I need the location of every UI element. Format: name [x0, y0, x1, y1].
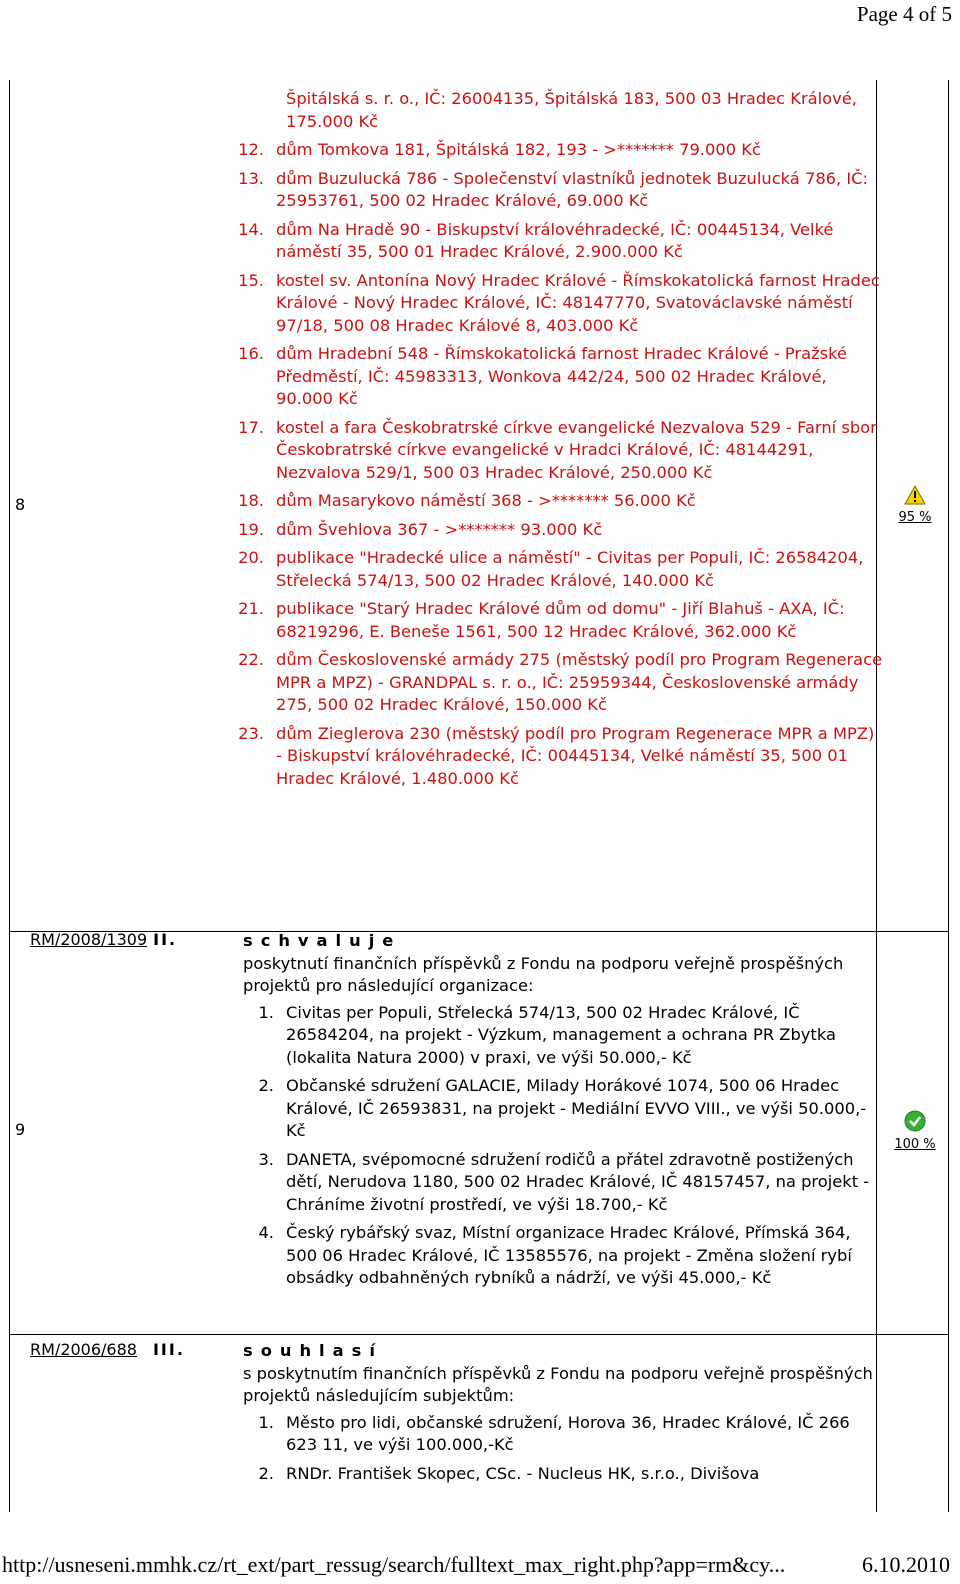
list-item [233, 519, 883, 542]
list-item [233, 168, 883, 213]
check-icon [904, 1110, 926, 1132]
list-item [233, 649, 883, 717]
item-text: publikace "Hradecké ulice a náměstí" - Civitas per Populi, IČ: 26584204, Střelecká 574/13, 500 02 Hradec Králové, 140.000 Kč [276, 548, 864, 590]
page-number: Page 4 of 5 [856, 2, 952, 26]
item-number: 12. [238, 140, 264, 159]
item-text: Český rybářský svaz, Místní organizace Hradec Králové, Přímská 364, 500 06 Hradec Králové, IČ 13585576, na projekt - Změna složení rybí obsádky odbahněných rybníků a nádrží, ve výši 45.000,- Kč [286, 1223, 852, 1287]
item-text: RNDr. František Skopec, CSc. - Nucleus HK, s.r.o., Divišova [286, 1463, 760, 1483]
list-item [233, 343, 883, 411]
print-date: 6.10.2010 [862, 1552, 950, 1577]
item-text: publikace "Starý Hradec Králové dům od domu" - Jiří Blahuš - AXA, IČ: 68219296, E. Beneše 1561, 500 12 Hradec Králové, 362.000 Kč [276, 599, 845, 641]
item-text: kostel a fara Českobratrské církve evangelické Nezvalova 529 - Farní sbor Českobratrské církve evangelické v Hradci Králové, IČ: 48144291, Nezvalova 529/1, 500 03 Hradec Králové, 250.000 Kč [276, 417, 877, 482]
item-number: 18. [238, 491, 264, 510]
list-item [243, 1075, 883, 1143]
list-item [233, 490, 883, 513]
item-text: dům Československé armády 275 (městský podíl pro Program Regenerace MPR a MPZ) - GRANDPAL s. r. o., IČ: 25959344, Československé armády 275, 500 02 Hradec Králové, 150.000 Kč [276, 650, 883, 714]
resolution-link[interactable]: RM/2006/688 [30, 1340, 137, 1359]
item-list [243, 1002, 883, 1290]
resolution-10-content [243, 1340, 883, 1491]
list-item [233, 723, 883, 791]
row-status [890, 485, 940, 525]
resolution-intro: s poskytnutím finančních příspěvků z Fondu na podporu veřejně prospěšných projektů následujícím subjektům: [243, 1363, 873, 1405]
list-item [233, 219, 883, 264]
item-number: 3. [258, 1149, 274, 1169]
item-text: Civitas per Populi, Střelecká 574/13, 500 02 Hradec Králové, IČ 26584204, na projekt - Výzkum, management a ochrana PR Zbytka (lokalita Natura 2000) v praxi, ve výši 50.000,- Kč [286, 1002, 836, 1067]
resolution-verb: schvaluje [243, 931, 402, 950]
resolution-verb: souhlasí [243, 1341, 383, 1360]
item-number: 14. [238, 219, 264, 239]
item-number: 13. [238, 168, 264, 188]
item-number: 1. [258, 1002, 274, 1022]
item-list [243, 1412, 883, 1486]
resolution-section: III. [152, 1340, 185, 1359]
list-item [233, 598, 883, 643]
resolution-9-content [243, 930, 883, 1296]
item-text: Občanské sdružení GALACIE, Milady Horákové 1074, 500 06 Hradec Králové, IČ 26593831, na projekt - Mediální EVVO VIII., ve výši 50.000,-Kč [286, 1076, 867, 1140]
item-text: dům Tomkova 181, Špitálská 182, 193 - >******* 79.000 Kč [276, 140, 761, 159]
item-text: DANETA, svépomocné sdružení rodičů a přátel zdravotně postižených dětí, Nerudova 1180, 500 02 Hradec Králové, IČ 48157457, na projekt - Chráníme životní prostředí, ve výši 18.700,- Kč [286, 1149, 870, 1214]
item-number: 17. [238, 417, 264, 437]
row-status [890, 1110, 940, 1152]
item-number: 23. [238, 723, 264, 743]
resolution-section: II. [153, 930, 178, 949]
list-item [233, 139, 883, 162]
item-number: 15. [238, 270, 264, 290]
list-item [243, 1463, 883, 1486]
list-item [243, 1412, 883, 1457]
resolution-ref [30, 1340, 185, 1359]
list-item [243, 1002, 883, 1070]
item-number: 19. [238, 519, 264, 539]
status-percent: 100 % [894, 1137, 936, 1152]
row-number: 9 [15, 1120, 26, 1139]
item-text: kostel sv. Antonína Nový Hradec Králové - Římskokatolická farnost Hradec Králové - Nový Hradec Králové, IČ: 48147770, Svatováclavské náměstí 97/18, 500 08 Hradec Králové 8, 403.000 Kč [276, 270, 880, 335]
list-item [233, 417, 883, 485]
item-text: dům Buzulucká 786 - Společenství vlastníků jednotek Buzulucká 786, IČ: 25953761, 500 02 Hradec Králové, 69.000 Kč [276, 168, 869, 210]
list-item [233, 270, 883, 338]
list-item [243, 1149, 883, 1217]
item-list [233, 139, 883, 790]
item-text: dům Masarykovo náměstí 368 - >******* 56.000 Kč [276, 491, 696, 510]
warning-icon [904, 485, 926, 505]
item-text: Město pro lidi, občanské sdružení, Horova 36, Hradec Králové, IČ 266 623 11, ve výši 100.000,-Kč [286, 1412, 850, 1454]
item-number: 4. [258, 1223, 274, 1242]
item-number: 2. [258, 1463, 274, 1483]
resolution-8-content [233, 88, 883, 796]
row-divider [10, 1334, 948, 1335]
list-item [233, 547, 883, 592]
item-number: 21. [238, 599, 264, 618]
item-number: 22. [238, 650, 264, 669]
resolution-ref [30, 930, 177, 949]
resolution-link[interactable]: RM/2008/1309 [30, 930, 148, 949]
item-number: 2. [258, 1076, 274, 1095]
source-url: http://usneseni.mmhk.cz/rt_ext/part_ressug/search/fulltext_max_right.php?app=rm&cy... [2, 1552, 786, 1577]
row-number: 8 [15, 495, 26, 514]
item-number: 16. [238, 344, 264, 363]
list-item-continuation: Špitálská s. r. o., IČ: 26004135, Špitálská 183, 500 03 Hradec Králové, 175.000 Kč [286, 89, 857, 131]
item-text: dům Švehlova 367 - >******* 93.000 Kč [276, 519, 603, 539]
status-percent: 95 % [898, 510, 932, 525]
item-text: dům Zieglerova 230 (městský podíl pro Program Regenerace MPR a MPZ) - Biskupství královéhradecké, IČ: 00445134, Velké náměstí 35, 500 01 Hradec Králové, 1.480.000 Kč [276, 723, 875, 788]
item-number: 20. [238, 548, 264, 567]
item-text: dům Na Hradě 90 - Biskupství královéhradecké, IČ: 00445134, Velké náměstí 35, 500 01 Hradec Králové, 2.900.000 Kč [276, 219, 834, 261]
list-item [243, 1222, 883, 1290]
item-number: 1. [258, 1412, 274, 1432]
item-text: dům Hradební 548 - Římskokatolická farnost Hradec Králové - Pražské Předměstí, IČ: 45983313, Wonkova 442/24, 500 02 Hradec Králové, 90.000 Kč [276, 344, 847, 408]
resolution-intro: poskytnutí finančních příspěvků z Fondu na podporu veřejně prospěšných projektů pro následující organizace: [243, 953, 844, 995]
